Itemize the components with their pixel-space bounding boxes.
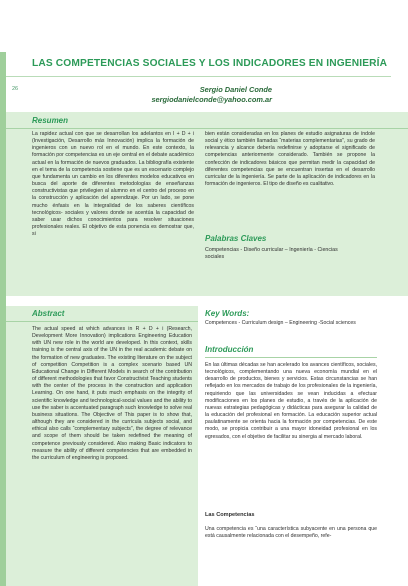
palabras-claves-text: Competencias - Diseño curricular – Ingeniería - Ciencias sociales — [205, 247, 338, 261]
introduccion-heading: Introducción — [205, 345, 254, 354]
top-margin — [0, 0, 408, 52]
introduccion-rule — [205, 357, 377, 358]
resumen-col1-text: La rapidez actual con que se desarrollan los adelantos en I + D + i (Investigación, Desarrollo más Innovación) implica la formación de ingenieros con un nuevo rol en el mundo. En este contexto, la formación por competencias es un eje central en el debate académico actual en la formación de nuevos graduados. La bibliografía existente en el tema de la competencia sostiene que es un escenario complejo que fundamenta un cambio en los diferentes modelos educativos en busca del aporte de diferentes metodologías de enseñanzas constructivistas que privilegien al alumno en el centro del proceso en la construcción y aplicación del aprendizaje. Por un lado, se pone mucho énfasis en la integralidad de los saberes científicos tecnológicos- sociales y valores donde se acentúa la capacidad de saber usar dichos conocimientos para resolver situaciones profesionales reales. El objetivo de esta ponencia es demostrar que, si — [32, 131, 194, 238]
article-title: LAS COMPETENCIAS SOCIALES Y LOS INDICADORES EN INGENIERÍA — [32, 58, 388, 69]
author-name: Sergio Daniel Conde — [199, 85, 272, 94]
key-words-heading: Key Words: — [205, 309, 250, 318]
abstract-text: The actual speed at which advances in R + D + i (Research, Development More Innovation) implications Engineering Education with UN new role in the world are developed. In this context, skills training is the central axis of the UN in the real academic debate on the formation of new graduates. The existing literature on the subject of competition Competition is a complex scenario based UN Educational Change in Different Models in search of the contribution of different methodologies that favor Constructivist Teaching students with the center of the process in the construction and application Learning. On one hand, it puts much emphasis on the integrity of scientific knowledge and technological-social values and the ability to use the saber is accentuated paragraph such knowledge to solve real business situations. The Objective of This paper is to show that, although they are considered in the curricula subjects social, and ethical also calls “complementary subjects”, the degree of relevance and scope of them should be taken redefined the meaning of competence previously considered. Also making Basic indicators to measure the ability of different competencies that are embedded in the curriculum of engineering is proposed. — [32, 326, 192, 461]
author-email: sergiodanielconde@yahoo.com.ar — [151, 95, 272, 104]
abstract-heading: Abstract — [32, 309, 65, 318]
palabras-claves-heading: Palabras Claves — [205, 234, 267, 243]
key-words-text: Competences - Curriculum design – Engineering -Social sciences — [205, 320, 356, 326]
title-rule — [6, 76, 391, 77]
resumen-col2-text: bien están consideradas en los planes de estudio asignaturas de índole social y ético también llamadas “materias complementarias”, su grado de relevancia y alcance debería redefinirse y adoptarse el significado de competencias anteriormente considerado. También se propone la confección de indicadores básicos que permitan medir la capacidad de diferentes competencias que se encuentran insertas en el desarrollo curricular de la ingeniería. Se parte de la aplicación de indicadores en la formación de ingenieros. El tipo de diseño es cualitativo. — [205, 131, 375, 188]
las-competencias-text: Una competencia es “una característica subyacente en una persona que está causalmente relacionada con el desempeño, refe- — [205, 526, 377, 540]
abstract-rule — [6, 321, 198, 322]
page-number: 26 — [12, 86, 19, 92]
las-competencias-heading: Las Competencias — [205, 512, 255, 518]
resumen-heading: Resumen — [32, 116, 69, 125]
resumen-rule — [6, 128, 408, 129]
introduccion-text: En las últimas décadas se han acelerado los avances científicos, sociales, tecnológicos, complementando una nueva economía mundial en el desarrollo de productos, bienes y servicios. Estas circunstancias se han reflejado en los mercados de trabajo de los profesionales de la ingeniería, requiriendo que las universidades se vean inducidas a efectuar modificaciones en los planes de estudio, a través de la aplicación de nuevas estrategias pedagógicas y didácticas para asegurar la calidad de la educación del profesional en formación. La educación superior actual paulatinamente se orienta hacia la formación por competencias. De este modo, se propicia contribuir a una mayor idoneidad profesional en los egresados, con el objetivo de facilitar su sinergia al mercado laboral. — [205, 362, 377, 440]
